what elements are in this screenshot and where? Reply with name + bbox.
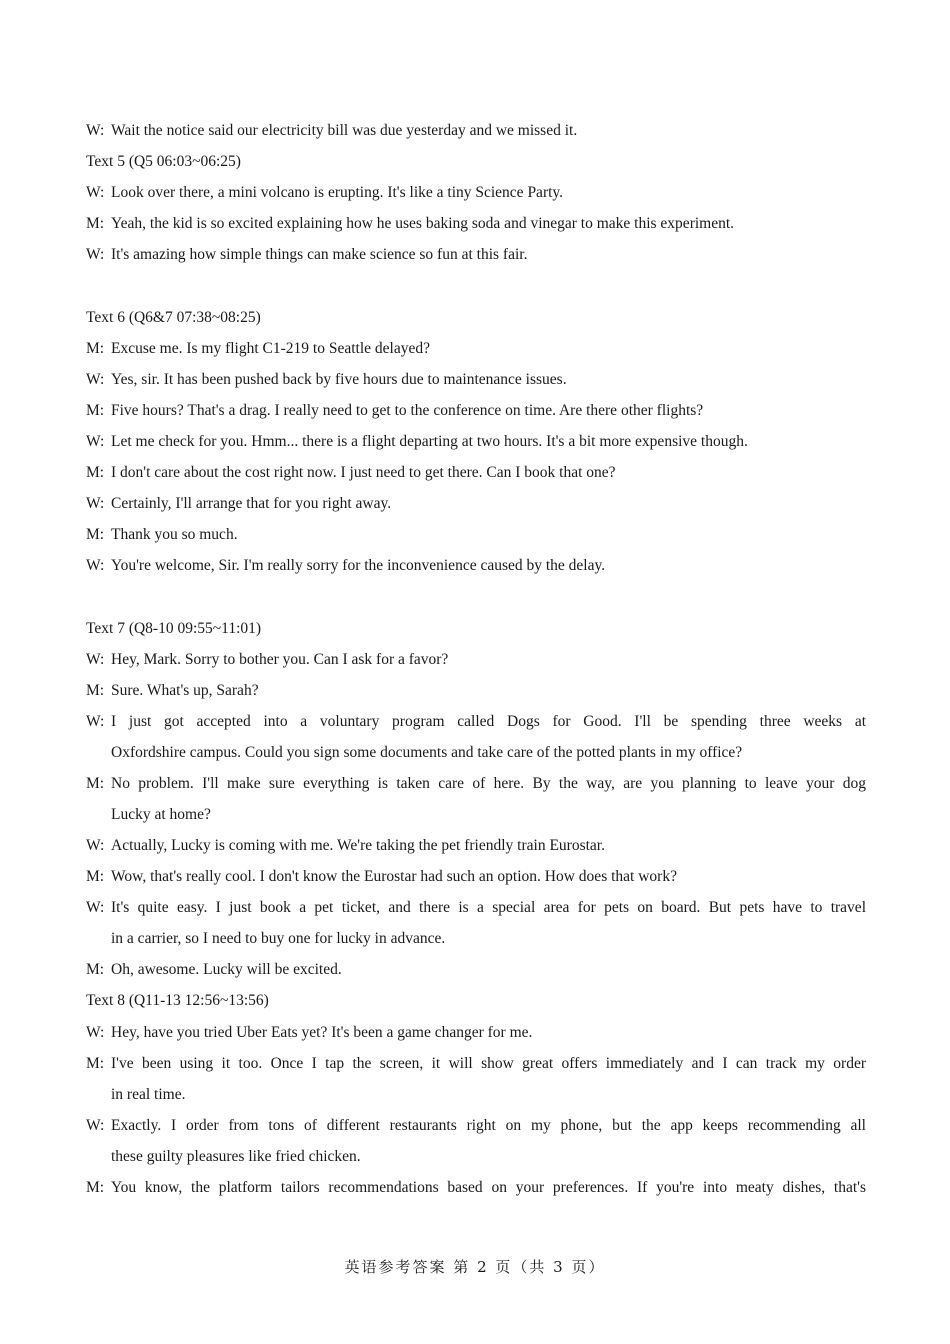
dialogue-text: Certainly, I'll arrange that for you right away.	[111, 495, 392, 512]
dialogue-line	[86, 370, 866, 390]
dialogue-line	[86, 712, 866, 732]
speaker-label: W:	[86, 1024, 105, 1041]
speaker-label: W:	[86, 433, 105, 450]
dialogue-line	[86, 681, 866, 701]
dialogue-line	[86, 245, 866, 265]
dialogue-line	[86, 867, 866, 887]
dialogue-text: Actually, Lucky is coming with me. We're taking the pet friendly train Eurostar.	[111, 837, 605, 854]
dialogue-continuation: in a carrier, so I need to buy one for lucky in advance.	[111, 930, 446, 947]
speaker-label: W:	[86, 713, 105, 730]
dialogue-text: You know, the platform tailors recommendations based on your preferences. If you're into meaty dishes, that's	[111, 1179, 866, 1196]
dialogue-text: I just got accepted into a voluntary program called Dogs for Good. I'll be spending three weeks at	[111, 713, 866, 730]
section-heading: Text 6 (Q6&7 07:38~08:25)	[86, 309, 261, 326]
dialogue-text: I don't care about the cost right now. I just need to get there. Can I book that one?	[111, 464, 616, 481]
dialogue-line	[86, 1178, 866, 1198]
dialogue-text: I've been using it too. Once I tap the screen, it will show great offers immediately and I can track my order	[111, 1055, 866, 1072]
speaker-label: W:	[86, 246, 105, 263]
dialogue-text: Sure. What's up, Sarah?	[111, 682, 259, 699]
dialogue-line	[86, 898, 866, 918]
speaker-label: W:	[86, 837, 105, 854]
page-footer: 英语参考答案 第 2 页（共 3 页）	[344, 1258, 606, 1276]
speaker-label: W:	[86, 557, 105, 574]
dialogue-text: Five hours? That's a drag. I really need to get to the conference on time. Are there other flights?	[111, 402, 704, 419]
dialogue-line	[86, 121, 866, 141]
speaker-label: W:	[86, 495, 105, 512]
dialogue-line	[86, 960, 866, 980]
speaker-label: M:	[86, 961, 105, 978]
speaker-label: M:	[86, 215, 105, 232]
speaker-label: M:	[86, 340, 105, 357]
dialogue-continuation: in real time.	[111, 1086, 186, 1103]
dialogue-continuation: Oxfordshire campus. Could you sign some documents and take care of the potted plants in my office?	[111, 744, 743, 761]
dialogue-text: Oh, awesome. Lucky will be excited.	[111, 961, 342, 978]
speaker-label: W:	[86, 899, 105, 916]
speaker-label: W:	[86, 184, 105, 201]
dialogue-line	[86, 432, 866, 452]
dialogue-line	[86, 1054, 866, 1074]
section-heading: Text 7 (Q8-10 09:55~11:01)	[86, 620, 262, 637]
dialogue-text: It's quite easy. I just book a pet ticket, and there is a special area for pets on board. But pets have to travel	[111, 899, 866, 916]
dialogue-text: Let me check for you. Hmm... there is a flight departing at two hours. It's a bit more expensive though.	[111, 433, 748, 450]
dialogue-line	[86, 214, 866, 234]
dialogue-text: Hey, Mark. Sorry to bother you. Can I ask for a favor?	[111, 651, 449, 668]
dialogue-text: No problem. I'll make sure everything is taken care of here. By the way, are you planning to leave your dog	[111, 775, 866, 792]
dialogue-text: Hey, have you tried Uber Eats yet? It's been a game changer for me.	[111, 1024, 533, 1041]
dialogue-line	[86, 774, 866, 794]
speaker-label: M:	[86, 1055, 105, 1072]
dialogue-line	[86, 494, 866, 514]
speaker-label: M:	[86, 526, 105, 543]
speaker-label: W:	[86, 651, 105, 668]
speaker-label: W:	[86, 122, 105, 139]
dialogue-text: It's amazing how simple things can make science so fun at this fair.	[111, 246, 528, 263]
dialogue-text: Yes, sir. It has been pushed back by five hours due to maintenance issues.	[111, 371, 567, 388]
speaker-label: W:	[86, 1117, 105, 1134]
dialogue-text: Yeah, the kid is so excited explaining how he uses baking soda and vinegar to make this experiment.	[111, 215, 735, 232]
dialogue-text: Wait the notice said our electricity bill was due yesterday and we missed it.	[111, 122, 578, 139]
dialogue-text: Thank you so much.	[111, 526, 238, 543]
speaker-label: M:	[86, 464, 105, 481]
speaker-label: W:	[86, 371, 105, 388]
dialogue-text: Exactly. I order from tons of different restaurants right on my phone, but the app keeps recommending all	[111, 1117, 866, 1134]
dialogue-line	[86, 525, 866, 545]
speaker-label: M:	[86, 682, 105, 699]
speaker-label: M:	[86, 775, 105, 792]
dialogue-line	[86, 836, 866, 856]
dialogue-line	[86, 1023, 866, 1043]
dialogue-text: Look over there, a mini volcano is erupting. It's like a tiny Science Party.	[111, 184, 564, 201]
dialogue-line	[86, 463, 866, 483]
section-heading: Text 8 (Q11-13 12:56~13:56)	[86, 992, 269, 1009]
dialogue-text: You're welcome, Sir. I'm really sorry for the inconvenience caused by the delay.	[111, 557, 606, 574]
dialogue-line	[86, 339, 866, 359]
speaker-label: M:	[86, 868, 105, 885]
section-heading: Text 5 (Q5 06:03~06:25)	[86, 153, 241, 170]
dialogue-line	[86, 1116, 866, 1136]
dialogue-text: Wow, that's really cool. I don't know the Eurostar had such an option. How does that work?	[111, 868, 677, 885]
dialogue-line	[86, 556, 866, 576]
speaker-label: M:	[86, 1179, 105, 1196]
dialogue-continuation: Lucky at home?	[111, 806, 211, 823]
dialogue-continuation: these guilty pleasures like fried chicken.	[111, 1148, 361, 1165]
dialogue-line	[86, 183, 866, 203]
dialogue-line	[86, 401, 866, 421]
speaker-label: M:	[86, 402, 105, 419]
dialogue-text: Excuse me. Is my flight C1-219 to Seattle delayed?	[111, 340, 430, 357]
dialogue-line	[86, 650, 866, 670]
